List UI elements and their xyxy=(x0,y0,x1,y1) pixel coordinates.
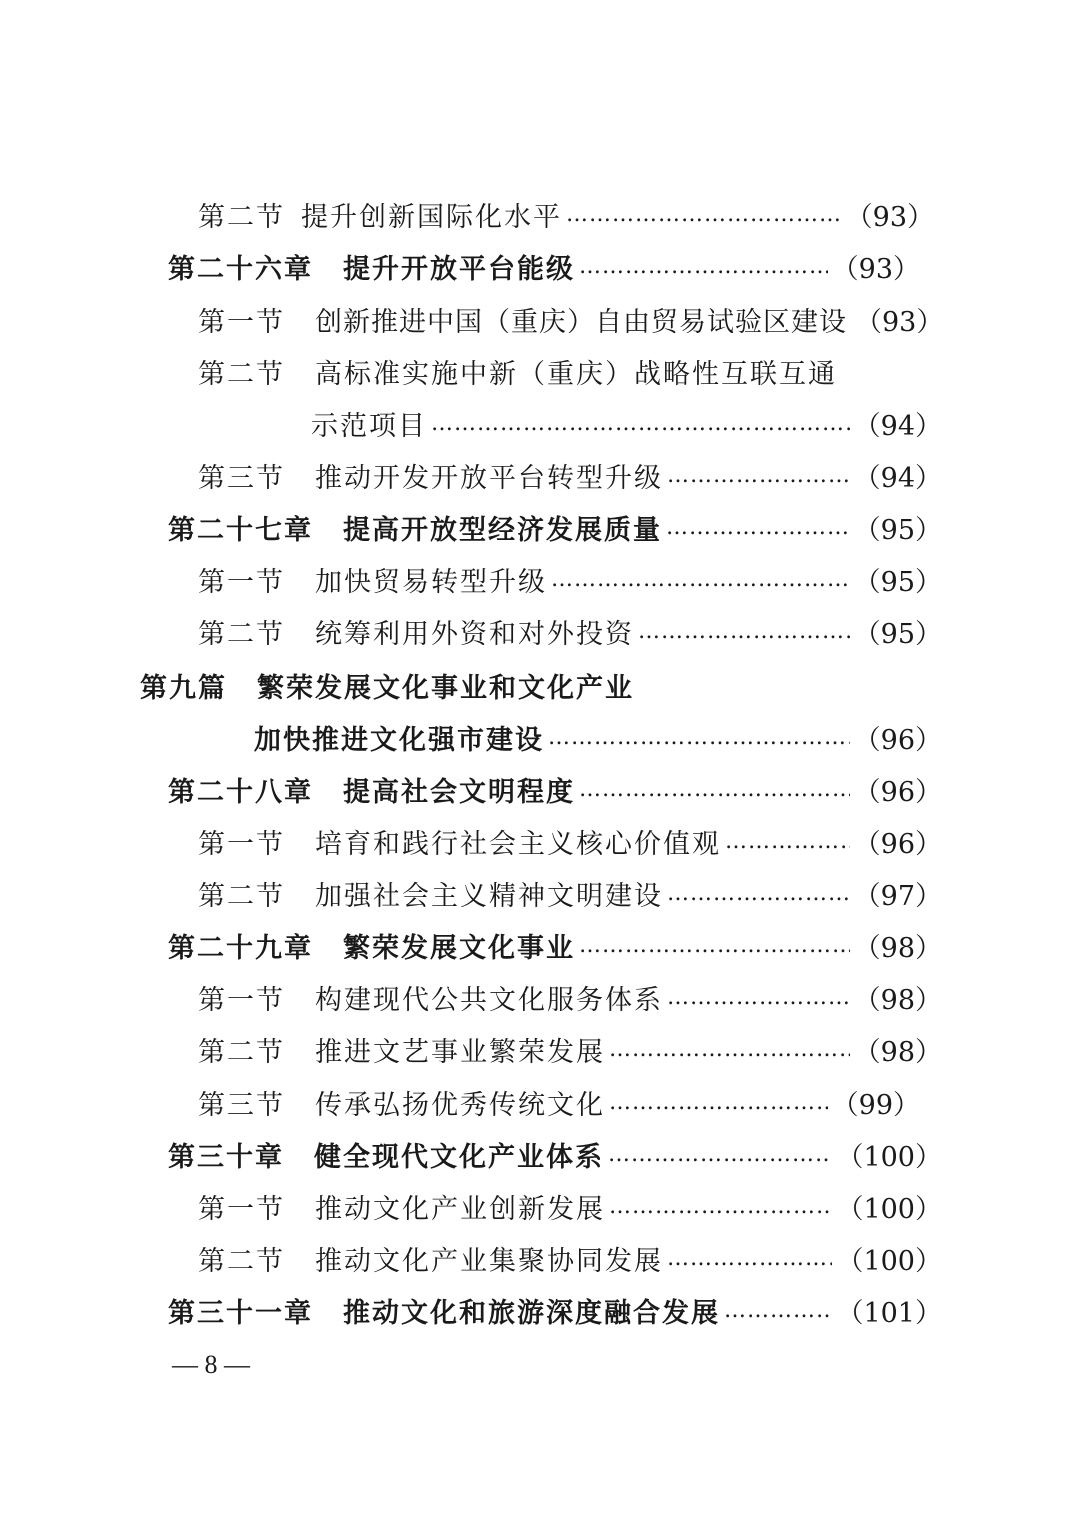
toc-entry xyxy=(168,925,942,965)
toc-title: 健全现代文化产业体系 xyxy=(314,1141,604,1173)
toc-title: 提升创新国际化水平 xyxy=(301,201,562,233)
toc-entry-continuation xyxy=(311,403,942,443)
page-number-footer: — 8 — xyxy=(172,1350,250,1379)
toc-leader xyxy=(579,254,828,279)
toc-leader xyxy=(638,619,850,644)
toc-entry xyxy=(198,1238,942,1278)
toc-entry xyxy=(168,1134,942,1174)
toc-page: （96） xyxy=(853,828,942,860)
toc-title: 推动开发开放平台转型升级 xyxy=(315,462,663,494)
toc-page: （98） xyxy=(853,1036,942,1068)
toc-page: （94） xyxy=(853,462,942,494)
toc-title: 提升开放平台能级 xyxy=(343,253,575,285)
toc-label: 第二节 xyxy=(198,201,285,233)
toc-title: 构建现代公共文化服务体系 xyxy=(315,984,663,1016)
toc-leader xyxy=(667,463,850,488)
toc-page: （93） xyxy=(831,253,920,285)
toc-page: （93） xyxy=(855,306,944,338)
toc-entry xyxy=(198,455,942,495)
toc-leader xyxy=(431,411,850,436)
toc-label: 第一节 xyxy=(198,306,285,338)
toc-label: 第二十八章 xyxy=(168,776,313,808)
toc-label: 第二十七章 xyxy=(168,514,313,546)
toc-label: 第二节 xyxy=(198,880,285,912)
toc-label: 第三节 xyxy=(198,462,285,494)
toc-entry xyxy=(198,821,942,861)
toc-page: （96） xyxy=(853,776,942,808)
toc-page: （95） xyxy=(853,618,942,650)
toc-leader xyxy=(579,933,850,958)
toc-title: 高标准实施中新（重庆）战略性互联互通 xyxy=(315,358,837,390)
toc-leader xyxy=(609,1194,832,1219)
toc-entry xyxy=(198,299,942,339)
toc-entry xyxy=(198,351,942,391)
toc-entry-continuation xyxy=(254,717,942,757)
toc-page: （94） xyxy=(853,410,942,442)
toc-label: 第三节 xyxy=(198,1089,285,1121)
toc-leader xyxy=(666,515,850,540)
toc-page: （100） xyxy=(836,1141,942,1173)
toc-entry xyxy=(198,1186,942,1226)
toc-page: （100） xyxy=(836,1245,942,1277)
toc-entry xyxy=(168,1290,942,1330)
toc-entry xyxy=(198,1029,942,1069)
toc-leader xyxy=(724,1298,832,1323)
toc-label: 第二节 xyxy=(198,358,285,390)
toc-page: （95） xyxy=(853,566,942,598)
toc-title-continued: 加快推进文化强市建设 xyxy=(254,724,544,756)
toc-entry xyxy=(198,873,942,913)
toc-entry xyxy=(168,769,942,809)
toc-page: （99） xyxy=(831,1089,920,1121)
toc-leader xyxy=(566,202,842,227)
toc-entry xyxy=(198,611,942,651)
toc-page: （98） xyxy=(853,932,942,964)
toc-title: 培育和践行社会主义核心价值观 xyxy=(315,828,721,860)
toc-label: 第一节 xyxy=(198,566,285,598)
toc-entry xyxy=(168,507,942,547)
toc-title: 加快贸易转型升级 xyxy=(315,566,547,598)
toc-entry xyxy=(198,977,942,1017)
toc-leader xyxy=(551,567,850,592)
toc-leader xyxy=(609,1090,828,1115)
toc-page: （98） xyxy=(853,984,942,1016)
toc-leader xyxy=(548,725,850,750)
toc-leader xyxy=(667,1246,832,1271)
toc-page: （96） xyxy=(853,724,942,756)
toc-leader xyxy=(609,1037,850,1062)
toc-entry xyxy=(168,246,920,286)
toc-entry xyxy=(198,194,934,234)
toc-page: （95） xyxy=(853,514,942,546)
toc-entry xyxy=(198,1082,920,1122)
toc-title: 繁荣发展文化事业和文化产业 xyxy=(257,672,634,704)
toc-page: （101） xyxy=(836,1297,942,1329)
toc-page: （97） xyxy=(853,880,942,912)
toc-title: 创新推进中国（重庆）自由贸易试验区建设 xyxy=(315,306,847,338)
toc-title: 统筹利用外资和对外投资 xyxy=(315,618,634,650)
toc-leader xyxy=(725,829,850,854)
toc-title: 繁荣发展文化事业 xyxy=(343,932,575,964)
toc-label: 第三十章 xyxy=(168,1141,284,1173)
toc-label: 第一节 xyxy=(198,1193,285,1225)
toc-leader xyxy=(667,881,850,906)
toc-title-continued: 示范项目 xyxy=(311,410,427,442)
toc-label: 第二节 xyxy=(198,618,285,650)
toc-title: 推动文化产业创新发展 xyxy=(315,1193,605,1225)
toc-entry xyxy=(140,665,942,705)
toc-title: 提高开放型经济发展质量 xyxy=(343,514,662,546)
toc-page: （93） xyxy=(845,201,934,233)
toc-leader xyxy=(667,985,850,1010)
toc-title: 推动文化和旅游深度融合发展 xyxy=(343,1297,720,1329)
toc-leader xyxy=(579,777,850,802)
toc-page: （100） xyxy=(836,1193,942,1225)
toc-label: 第九篇 xyxy=(140,672,227,704)
toc-title: 提高社会文明程度 xyxy=(343,776,575,808)
toc-label: 第二十六章 xyxy=(168,253,313,285)
toc-label: 第三十一章 xyxy=(168,1297,313,1329)
toc-entry xyxy=(198,559,942,599)
toc-title: 传承弘扬优秀传统文化 xyxy=(315,1089,605,1121)
toc-title: 推进文艺事业繁荣发展 xyxy=(315,1036,605,1068)
toc-label: 第一节 xyxy=(198,984,285,1016)
toc-label: 第二节 xyxy=(198,1036,285,1068)
toc-leader xyxy=(608,1142,832,1167)
toc-title: 推动文化产业集聚协同发展 xyxy=(315,1245,663,1277)
toc-label: 第二节 xyxy=(198,1245,285,1277)
toc-label: 第一节 xyxy=(198,828,285,860)
toc-label: 第二十九章 xyxy=(168,932,313,964)
toc-title: 加强社会主义精神文明建设 xyxy=(315,880,663,912)
